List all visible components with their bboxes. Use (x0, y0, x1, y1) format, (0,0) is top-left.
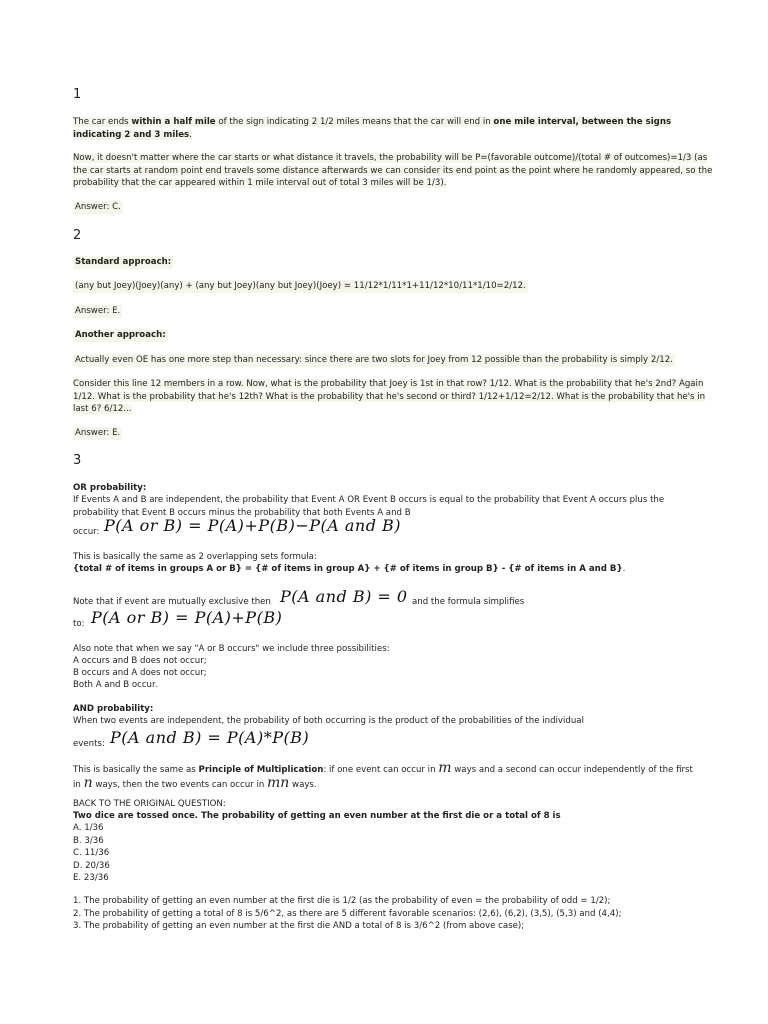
possibility-3: Both A and B occur. (73, 680, 158, 690)
solution-step-3: 3. The probability of getting an even number at the first die AND a total of 8 is 3/6^2 (from above case); (73, 921, 525, 931)
solution-step-1: 1. The probability of getting an even number at the first die is 1/2 (as the probability of even = the probability of odd = 1/2); (73, 896, 611, 906)
s2-heading-another: Another approach: (75, 330, 166, 340)
or-heading: OR probability: (73, 483, 147, 493)
back-to-question: BACK TO THE ORIGINAL QUESTION: (73, 799, 226, 809)
question-text: Two dice are tossed once. The probability of getting an even number at the first die or a total of 8 is (73, 811, 561, 821)
formula-simplifies-text: and the formula simplifies (412, 597, 525, 607)
s2-answer-1: Answer: E. (75, 306, 121, 316)
and-formula: P(A and B) = P(A)*P(B) (110, 728, 310, 747)
section-number-2: 2 (73, 228, 82, 243)
mutually-exclusive-formula: P(A and B) = 0 (280, 587, 408, 606)
s2-formula: (any but Joey)(Joey)(any) + (any but Joey)(any but Joey)(Joey) = 11/12*1/11*1+11/12*10/11*1/10=2/12. (75, 281, 526, 291)
sets-intro: This is basically the same as 2 overlapping sets formula: (73, 552, 317, 562)
answer-options (73, 822, 713, 885)
to-label: to: (73, 619, 85, 629)
and-heading: AND probability: (73, 704, 154, 714)
mutually-exclusive-note: Note that if event are mutually exclusive then (73, 597, 271, 607)
s2-answer-2: Answer: E. (75, 428, 121, 438)
var-mn: mn (267, 774, 290, 791)
solution-step-2: 2. The probability of getting a total of 8 is 5/6^2, as there are 5 different favorable scenarios: (2,6), (6,2), (3,5), (5,3) and (4,4); (73, 908, 622, 919)
var-m: m (438, 760, 452, 776)
solution-steps (73, 895, 733, 933)
s2-paragraph-1: Actually even OE has one more step than necessary: since there are two slots for Joey from 12 possible than the probability is simply 2/12. (75, 355, 673, 365)
s2-heading-standard: Standard approach: (75, 257, 172, 267)
var-n: n (83, 774, 93, 791)
s1-paragraph-2: Now, it doesn't matter where the car starts or what distance it travels, the probability will be P=(favorable outcome)/(total # of outcomes)=1/3 (as the car starts at random point end travels some distance afterwards we can consider its end point as the point where he randomly appeared, so the probability that the car appeared within 1 mile interval out of total 3 miles will be 1/3). (73, 153, 713, 188)
and-definition: When two events are independent, the probability of both occurring is the product of the probabilities of the individual (73, 716, 584, 726)
option-c: C. 11/36 (73, 848, 110, 858)
three-possibilities-intro: Also note that when we say "A or B occurs" we include three possibilities: (73, 644, 390, 654)
possibility-1: A occurs and B does not occur; (73, 656, 207, 666)
option-d: D. 20/36 (73, 860, 110, 871)
option-e: E. 23/36 (73, 873, 109, 883)
section-number-1: 1 (73, 87, 82, 102)
multiplication-principle: This is basically the same as Principle of Multiplication: if one event can occur in m ways and a second can occur independently of the first in n ways, then the two events can occur in mn ways. (73, 760, 693, 791)
possibility-2: B occurs and A does not occur; (73, 668, 207, 678)
sets-formula: {total # of items in groups A or B} = {# of items in group A} + {# of items in group B} - {# of items in A and B}. (73, 564, 626, 574)
s1-answer: Answer: C. (75, 202, 121, 212)
s1-paragraph-1: The car ends within a half mile of the sign indicating 2 1/2 miles means that the car will end in one mile interval, between the signs indicating 2 and 3 miles. (73, 117, 672, 140)
option-a: A. 1/36 (73, 823, 104, 833)
or-occur-label: occur: (73, 527, 100, 537)
or-formula: P(A or B) = P(A)+P(B)−P(A and B) (104, 516, 402, 535)
or-definition: If Events A and B are independent, the probability that Event A OR Event B occurs is equal to the probability that Event A occurs plus the probability that Event B occurs minus the probability that both Events A and B (73, 495, 665, 518)
simplified-formula: P(A or B) = P(A)+P(B) (91, 608, 283, 627)
section-number-3: 3 (73, 453, 82, 468)
option-b: B. 3/36 (73, 835, 104, 846)
events-label: events: (73, 739, 105, 749)
s2-paragraph-2: Consider this line 12 members in a row. Now, what is the probability that Joey is 1st in that row? 1/12. What is the probability that he's 2nd? Again 1/12. What is the probability that he's 12th? What is the probability that he's second or third? 1/12+1/12=2/12. What is the probability that he's in last 6? 6/12... (73, 379, 706, 414)
